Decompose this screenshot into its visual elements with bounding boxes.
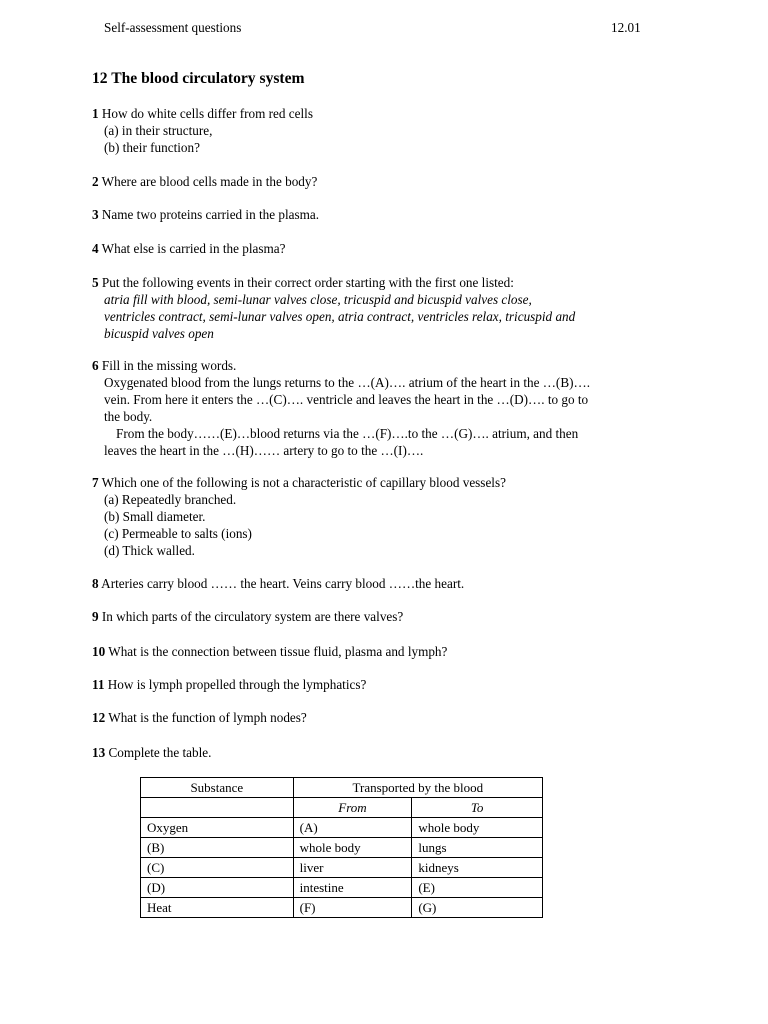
transport-table (140, 777, 543, 918)
question-13 (92, 744, 692, 761)
option-d: (d) Thick walled. (104, 543, 195, 558)
cell-substance: (D) (141, 878, 294, 898)
question-number: 13 (92, 745, 106, 760)
passage-line: leaves the heart in the …(H)…… artery to go to the …(I)…. (104, 443, 424, 458)
question-text: How is lymph propelled through the lymphatics? (107, 677, 367, 692)
question-number: 5 (92, 275, 99, 290)
cell-substance: (B) (141, 838, 294, 858)
header-substance: Substance (141, 778, 294, 798)
question-text: How do white cells differ from red cells (101, 106, 313, 121)
question-8 (92, 575, 692, 592)
option-a: (a) Repeatedly branched. (104, 492, 237, 507)
table-subheader-row (141, 798, 543, 818)
passage-line: vein. From here it enters the …(C)…. ventricle and leaves the heart in the …(D)…. to go to (104, 392, 589, 407)
option-c: (c) Permeable to salts (ions) (104, 526, 252, 541)
table-row (141, 898, 543, 918)
cell-from: intestine (293, 878, 412, 898)
question-number: 7 (92, 475, 99, 490)
table-row (141, 818, 543, 838)
question-10 (92, 643, 692, 660)
cell-to: (G) (412, 898, 543, 918)
question-9 (92, 608, 692, 625)
cell-from: (A) (293, 818, 412, 838)
header-from: From (293, 798, 412, 818)
question-number: 4 (92, 241, 99, 256)
event-list-line: ventricles contract, semi-lunar valves open, atria contract, ventricles relax, tricuspid and (104, 309, 576, 324)
question-text: Fill in the missing words. (101, 358, 237, 373)
question-text: Complete the table. (108, 745, 212, 760)
passage-line: From the body……(E)…blood returns via the …(F)….to the …(G)…. atrium, and then (116, 426, 579, 441)
cell-substance: Heat (141, 898, 294, 918)
question-number: 9 (92, 609, 99, 624)
header-left: Self-assessment questions (104, 20, 242, 35)
question-4 (92, 240, 692, 257)
question-number: 2 (92, 174, 99, 189)
passage-line: Oxygenated blood from the lungs returns to the …(A)…. atrium of the heart in the …(B)…. (104, 375, 590, 390)
question-6 (92, 357, 692, 459)
question-text: What else is carried in the plasma? (101, 241, 286, 256)
cell-from: liver (293, 858, 412, 878)
question-2 (92, 173, 692, 190)
question-text: Name two proteins carried in the plasma. (101, 207, 320, 222)
question-subitem: (a) in their structure, (104, 123, 213, 138)
cell-to: lungs (412, 838, 543, 858)
table-row (141, 838, 543, 858)
header-empty-cell (141, 798, 294, 818)
table-row (141, 858, 543, 878)
event-list-line: bicuspid valves open (104, 326, 214, 341)
cell-from: (F) (293, 898, 412, 918)
cell-to: (E) (412, 878, 543, 898)
question-subitem: (b) their function? (104, 140, 200, 155)
question-number: 8 (92, 576, 99, 591)
event-list-line: atria fill with blood, semi-lunar valves close, tricuspid and bicuspid valves close, (104, 292, 532, 307)
header-to: To (412, 798, 543, 818)
header-page-number: 12.01 (611, 20, 641, 35)
header-transported: Transported by the blood (293, 778, 542, 798)
page-title: 12 The blood circulatory system (92, 70, 305, 87)
question-1 (92, 105, 692, 156)
question-text: What is the function of lymph nodes? (108, 710, 307, 725)
question-5 (92, 274, 692, 342)
cell-to: whole body (412, 818, 543, 838)
table-row (141, 878, 543, 898)
question-text: In which parts of the circulatory system are there valves? (101, 609, 404, 624)
question-text: Arteries carry blood …… the heart. Veins carry blood ……the heart. (101, 576, 465, 591)
question-text: Put the following events in their correct order starting with the first one listed: (101, 275, 514, 290)
cell-from: whole body (293, 838, 412, 858)
cell-substance: (C) (141, 858, 294, 878)
question-12 (92, 709, 692, 726)
question-7 (92, 474, 692, 559)
cell-to: kidneys (412, 858, 543, 878)
question-text: What is the connection between tissue fluid, plasma and lymph? (108, 644, 448, 659)
question-3 (92, 206, 692, 223)
question-number: 11 (92, 677, 105, 692)
question-11 (92, 676, 692, 693)
question-number: 12 (92, 710, 106, 725)
question-text: Which one of the following is not a characteristic of capillary blood vessels? (101, 475, 506, 490)
table-header-row (141, 778, 543, 798)
cell-substance: Oxygen (141, 818, 294, 838)
passage-line: the body. (104, 409, 153, 424)
question-text: Where are blood cells made in the body? (101, 174, 318, 189)
option-b: (b) Small diameter. (104, 509, 206, 524)
question-number: 6 (92, 358, 99, 373)
question-number: 1 (92, 106, 99, 121)
question-number: 10 (92, 644, 106, 659)
question-number: 3 (92, 207, 99, 222)
